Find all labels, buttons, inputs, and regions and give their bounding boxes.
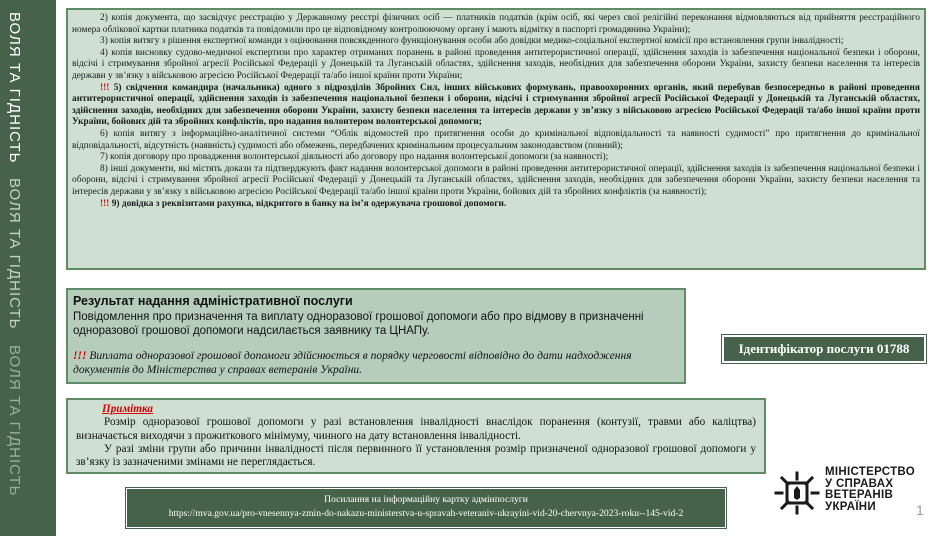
info-card-url[interactable]: https://mva.gov.ua/pro-vnesennya-zmin-do-nakazu-ministerstva-u-spravah-veteraniv-ukrayini-vid-20-chervnya-2023-roku--145-vid-2 (168, 508, 684, 519)
remark-title: Примітка (102, 403, 153, 415)
documents-list (66, 8, 926, 270)
remark-paragraph: У разі зміни групи або причини інвалідності після первинного її установлення розмір призначеної одноразової грошової допомоги у зв’язку із зазначеними змінами не переглядається. (76, 442, 756, 469)
document-item: 7) копія договору про провадження волонтерської діяльності або договору про надання волонтерської допомоги (за наявності); (100, 152, 609, 163)
result-body: Повідомлення про призначення та виплату одноразової грошової допомоги або про відмову в призначенні одноразової грошової допомоги надсилається заявнику та ЦНАПу. (73, 311, 644, 337)
ministry-name (825, 467, 915, 513)
info-card-caption: Посилання на інформаційну картку адмінпослуги (324, 494, 528, 505)
ministry-logo (773, 466, 923, 516)
document-item-text: 9) довідка з реквізитами рахунка, відкритого в банку на ім’я одержувача грошової допомоги. (111, 198, 507, 209)
sidebar (0, 0, 56, 536)
result-note-text: Виплата одноразової грошової допомоги здійснюється в порядку черговості відповідно до дати надходження документів до Міністерства у справах ветеранів України. (73, 350, 632, 376)
ministry-emblem-icon (773, 470, 821, 516)
document-item: 8) інші документи, які містять докази та підтверджують факт надання волонтерської допомоги в районі проведення антитерористичної операції, здійснення заходів із забезпечення національної безпеки і оборони, відсічі і стримування збройної агресії Російської Федерації у Донецькій та Луганській областях, здійснення заходів, необхідних для забезпечення оборони України, захисту безпеки населення та інтересів держави у зв’язку з військовою агресією Російської Федерації та/або іншої країни проти України, бойових дій та збройних конфліктів (за наявності); (72, 163, 920, 197)
service-identifier: Ідентифікатор послуги 01788 (722, 335, 926, 363)
sidebar-slogan: ВОЛЯ ТА ГІДНІСТЬ (6, 12, 23, 164)
remark-paragraph: Розмір одноразової грошової допомоги у разі встановлення інвалідності внаслідок поранення (контузії, травми або каліцтва) визначається виходячи з прожиткового мінімуму, чинного на дату встановлення інвалідності. (76, 416, 756, 442)
document-item: 2) копія документа, що засвідчує реєстрацію у Державному реєстрі фізичних осіб — платників податків (крім осіб, які через свої релігійні переконання відмовляються від прийняття реєстраційного номера облікової картки платника податків та повідомили про це відповідному контролюючому органу і мають відмітку в паспорті громадянина України); (72, 13, 920, 35)
document-item: 3) копія витягу з рішення експертної команди з оцінювання повсякденного функціонування особи або довідки медико-соціальної експертної комісії про встановлення групи інвалідності; (100, 36, 844, 47)
ministry-name-line: ВЕТЕРАНІВ (825, 489, 894, 501)
warning-mark: !!! (100, 198, 110, 209)
document-item (72, 83, 920, 129)
remark-section (66, 398, 766, 474)
document-item (72, 199, 920, 211)
warning-mark: !!! (73, 350, 87, 362)
result-section (66, 288, 686, 384)
info-card-link[interactable] (126, 488, 726, 528)
result-note (73, 349, 679, 377)
ministry-name-line: У СПРАВАХ (825, 477, 894, 490)
document-item-text: 5) свідчення командира (начальника) одного з підрозділів Збройних Сил, інших військових формувань, правоохоронних органів, який перебував безпосередньо в районі проведення антитерористичної операції, здійснення заходів із забезпечення національної безпеки і оборони, відсічі і стримування збройної агресії Російської Федерації у Донецькій та Луганській областях, здійснення заходів, необхідних для забезпечення оборони України, захисту безпеки населення та інтересів держави у зв’язку з військовою агресією Російської Федерації та/або іншої країни проти України, бойових дій та збройних конфліктів, про надання волонтером волонтерської допомоги; (72, 82, 920, 128)
page-number: 1 (916, 502, 924, 518)
sidebar-slogan: ВОЛЯ ТА ГІДНІСТЬ (6, 345, 23, 497)
sidebar-slogan: ВОЛЯ ТА ГІДНІСТЬ (6, 178, 23, 330)
ministry-name-line: УКРАЇНИ (825, 500, 876, 513)
document-item: 6) копія витягу з інформаційно-аналітичної системи “Облік відомостей про притягнення особи до кримінальної відповідальності та наявності судимості” про притягнення до кримінальної відповідальності, відсутність (наявність) судимості або обмежень, передбачених кримінальним процесуальним законодавством (повний); (72, 128, 920, 151)
document-item: 4) копія висновку судово-медичної експертизи про характер отриманих поранень в районі проведення антитерористичної операції, здійснення заходів із забезпечення національної безпеки і оборони, відсічі і стримування збройної агресії Російської Федерації у Донецькій та Луганській областях, здійснення заходів, необхідних для забезпечення оборони України, захисту безпеки населення та інтересів держави у зв’язку з військовою агресією Російської Федерації та/або іншої країни проти України; (72, 47, 920, 81)
warning-mark: !!! (100, 82, 110, 93)
ministry-name-line: МІНІСТЕРСТВО (825, 466, 915, 478)
result-title: Результат надання адміністративної послуги (73, 294, 353, 308)
